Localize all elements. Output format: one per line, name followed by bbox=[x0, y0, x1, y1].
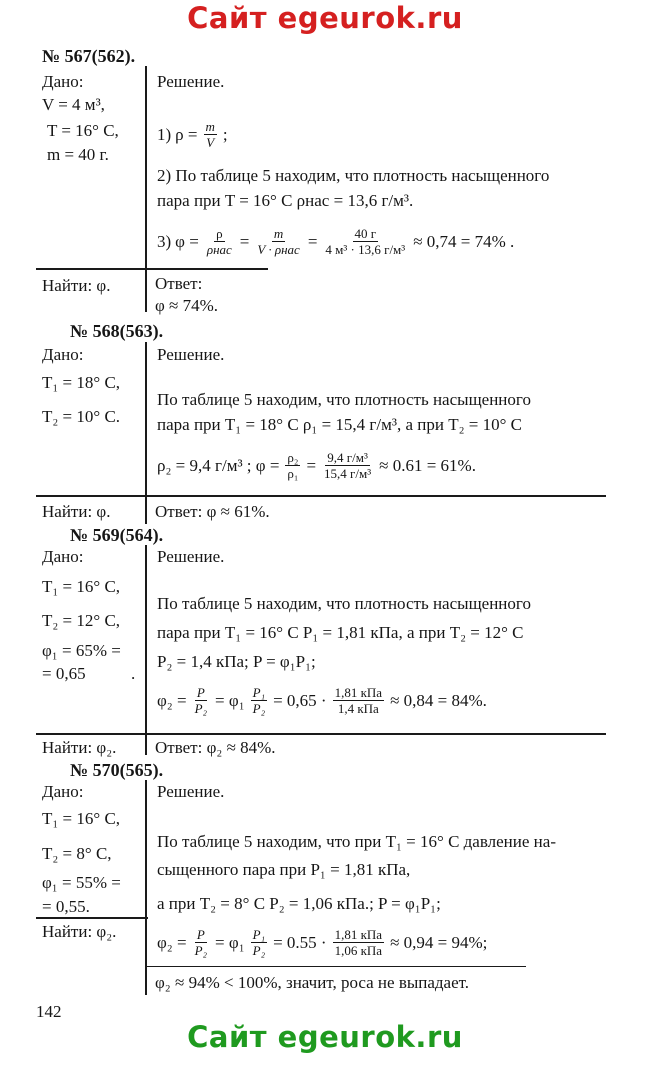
solution-line: а при T₂ = 8° С P₂ = 1,06 кПа.; P = φ₁P₁; bbox=[157, 894, 441, 913]
solution-formula: ρ₂ = 9,4 г/м³ ; φ = $\frac{\text{ρ₂}}{\text{ρ₁}}$ = $\frac{\text{9,4 г/м³}}{\text{15,4 г/м³}}$ ≈ 0.61 = 61%. bbox=[157, 450, 476, 481]
given-divider bbox=[145, 66, 147, 312]
solution-formula: φ₂ = $\frac{P}{\text{P₂}}$ = φ₁ $\frac{\text{P₁}}{\text{P₂}}$ = 0,65 · $\frac{\text{1,81 кПа}}{\text{1,4 кПа}}$ ≈ 0,84 = 84%. bbox=[157, 685, 487, 716]
solution-line: пара при T₁ = 16° С P₁ = 1,81 кПа, а при T₂ = 12° С bbox=[157, 623, 524, 642]
find-label: Найти: φ. bbox=[42, 276, 111, 295]
page-number: 142 bbox=[36, 1002, 62, 1021]
solution-label: Решение. bbox=[157, 547, 225, 566]
solution-line: P₂ = 1,4 кПа; P = φ₁P₁; bbox=[157, 652, 316, 671]
given-label: Дано: bbox=[42, 72, 84, 91]
given-item: V = 4 м³, bbox=[42, 95, 105, 114]
solution-label: Решение. bbox=[157, 782, 225, 801]
solution-line: По таблице 5 находим, что плотность насыщенного bbox=[157, 390, 531, 409]
given-dot: . bbox=[131, 664, 136, 683]
find-divider bbox=[36, 268, 268, 270]
answer-label: Ответ: bbox=[155, 274, 203, 293]
given-item: = 0,65 bbox=[42, 664, 86, 683]
site-banner-top[interactable]: Сайт egeurok.ru bbox=[187, 1, 463, 35]
given-item: T₂ = 8° С, bbox=[42, 844, 112, 863]
answer-value: Ответ: φ ≈ 61%. bbox=[155, 502, 270, 521]
solution-line: сыщенного пара при P₁ = 1,81 кПа, bbox=[157, 860, 411, 879]
conclusion-divider bbox=[146, 966, 526, 967]
find-label: Найти: φ₂. bbox=[42, 922, 117, 941]
given-item: T₂ = 12° С, bbox=[42, 611, 121, 630]
given-item: T₂ = 10° С. bbox=[42, 407, 121, 426]
given-label: Дано: bbox=[42, 547, 84, 566]
step-2-line: пара при T = 16° С ρнас = 13,6 г/м³. bbox=[157, 191, 414, 210]
given-item: φ₁ = 55% = bbox=[42, 873, 121, 892]
find-divider bbox=[36, 917, 148, 919]
find-label: Найти: φ. bbox=[42, 502, 111, 521]
problem-568-title: № 568(563). bbox=[70, 321, 164, 341]
solution-line: По таблице 5 находим, что при T₁ = 16° С давление на- bbox=[157, 832, 556, 851]
step-3-formula: 3) φ = $\frac{\rho}{\text{ρнас}}$ = $\frac{m}{\text{V · ρнас}}$ = $\frac{40 г}{\text{4 м³ · 13,6 г/м³}}$ ≈ 0,74 = 74% . bbox=[157, 226, 515, 257]
problem-569-title: № 569(564). bbox=[70, 525, 164, 545]
given-divider bbox=[145, 780, 147, 995]
given-item: m = 40 г. bbox=[47, 145, 109, 164]
conclusion: φ₂ ≈ 94% < 100%, значит, роса не выпадает. bbox=[155, 973, 470, 992]
given-item: T = 16° С, bbox=[47, 121, 119, 140]
given-label: Дано: bbox=[42, 782, 84, 801]
given-item: = 0,55. bbox=[42, 897, 90, 916]
problem-567-title: № 567(562). bbox=[42, 46, 136, 66]
given-divider bbox=[145, 545, 147, 755]
given-item: T₁ = 16° С, bbox=[42, 577, 121, 596]
answer-value: Ответ: φ₂ ≈ 84%. bbox=[155, 738, 276, 757]
step-2-line: 2) По таблице 5 находим, что плотность насыщенного bbox=[157, 166, 550, 185]
solution-line: пара при T₁ = 18° С ρ₁ = 15,4 г/м³, а при T₂ = 10° С bbox=[157, 415, 522, 434]
given-label: Дано: bbox=[42, 345, 84, 364]
given-item: φ₁ = 65% = bbox=[42, 641, 121, 660]
find-divider bbox=[36, 733, 606, 735]
answer-value: φ ≈ 74%. bbox=[155, 296, 219, 315]
step-1-formula: 1) ρ = $\frac{m}{V}$ ; bbox=[157, 119, 228, 150]
given-item: T₁ = 16° С, bbox=[42, 809, 121, 828]
find-divider bbox=[36, 495, 606, 497]
find-label: Найти: φ₂. bbox=[42, 738, 117, 757]
problem-570-title: № 570(565). bbox=[70, 760, 164, 780]
solution-line: По таблице 5 находим, что плотность насыщенного bbox=[157, 594, 531, 613]
site-banner-bottom[interactable]: Сайт egeurok.ru bbox=[187, 1020, 463, 1054]
given-item: T₁ = 18° С, bbox=[42, 373, 121, 392]
solution-label: Решение. bbox=[157, 345, 225, 364]
solution-label: Решение. bbox=[157, 72, 225, 91]
solution-formula: φ₂ = $\frac{P}{\text{P₂}}$ = φ₁ $\frac{\text{P₁}}{\text{P₂}}$ = 0.55 · $\frac{\text{1,81 кПа}}{\text{1,06 кПа}}$ ≈ 0,94 = 94%; bbox=[157, 927, 488, 958]
